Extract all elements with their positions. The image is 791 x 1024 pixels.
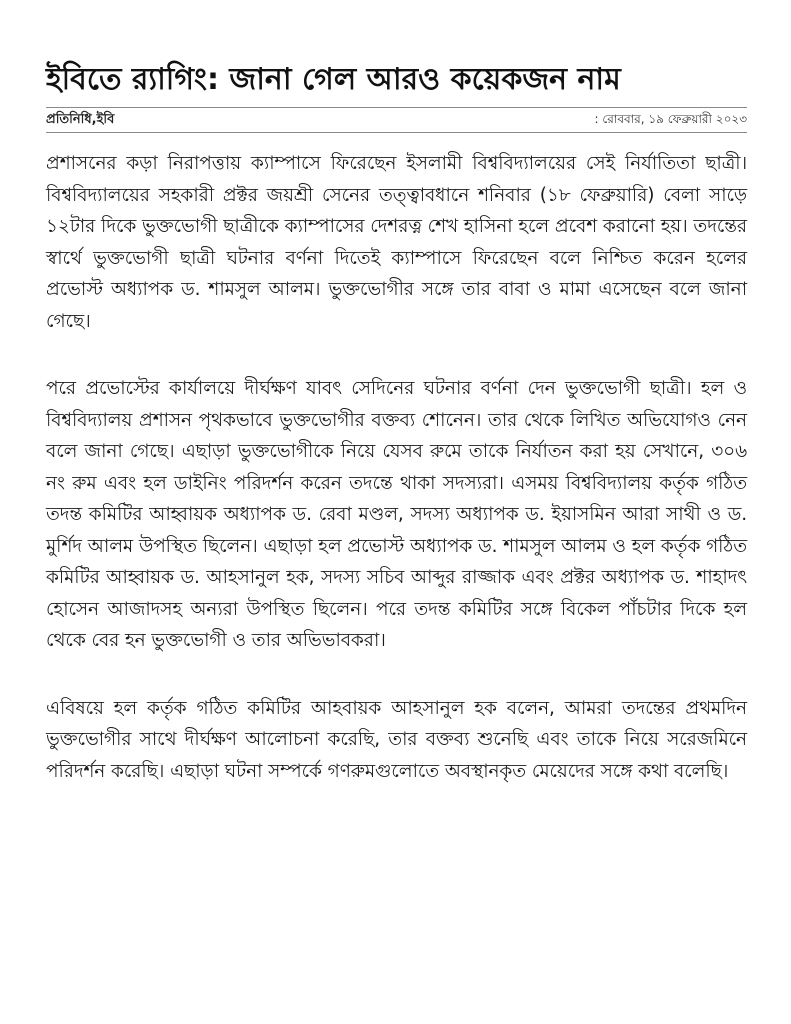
article-headline: ইবিতে র‍্যাগিং: জানা গেল আরও কয়েকজন নাম — [46, 62, 621, 98]
author-byline: প্রতিনিধি,ইবি — [46, 112, 115, 127]
article-body — [46, 148, 747, 823]
article-paragraph-1: প্রশাসনের কড়া নিরাপত্তায় ক্যাম্পাসে ফিরেছেন ইসলামী বিশ্ববিদ্যালয়ের সেই নির্যাতিতা ছাত্রী। বিশ্ববিদ্যালয়ের সহকারী প্রক্টর জয়শ্রী সেনের তত্ত্বাবধানে শনিবার (১৮ ফেব্রুয়ারি) বেলা সাড়ে ১২টার দিকে ভুক্তভোগী ছাত্রীকে ক্যাম্পাসের দেশরত্ন শেখ হাসিনা হলে প্রবেশ করানো হয়। তদন্তের স্বার্থে ভুক্তভোগী ছাত্রী ঘটনার বর্ণনা দিতেই ক্যাম্পাসে ফিরেছেন বলে নিশ্চিত করেন হলের প্রভোস্ট অধ্যাপক ড. শামসুল আলম। ভুক্তভোগীর সঙ্গে তার বাবা ও মামা এসেছেন বলে জানা গেছে। — [46, 153, 747, 332]
article-paragraph-3: এবিষয়ে হল কর্তৃক গঠিত কমিটির আহবায়ক আহসানুল হক বলেন, আমরা তদন্তের প্রথমদিন ভুক্তভোগীর সাথে দীর্ঘক্ষণ আলোচনা করেছি, তার বক্তব্য শুনেছি এবং তাকে নিয়ে সরেজমিনে পরিদর্শন করেছি। এছাড়া ঘটনা সম্পর্কে গণরুমগুলোতে অবস্থানকৃত মেয়েদের সঙ্গে কথা বলেছি। — [46, 697, 747, 782]
publish-date: : রোববার, ১৯ ফেব্রুয়ারী ২০২৩ — [594, 112, 747, 126]
byline-bar — [46, 107, 747, 133]
article-paragraph-2: পরে প্রভোস্টের কার্যালয়ে দীর্ঘক্ষণ যাবৎ সেদিনের ঘটনার বর্ণনা দেন ভুক্তভোগী ছাত্রী। হল ও বিশ্ববিদ্যালয় প্রশাসন পৃথকভাবে ভুক্তভোগীর বক্তব্য শোনেন। তার থেকে লিখিত অভিযোগও নেন বলে জানা গেছে। এছাড়া ভুক্তভোগীকে নিয়ে যেসব রুমে তাকে নির্যাতন করা হয় সেখানে, ৩০৬ নং রুম এবং হল ডাইনিং পরিদর্শন করেন তদন্তে থাকা সদস্যরা। এসময় বিশ্ববিদ্যালয় কর্তৃক গঠিত তদন্ত কমিটির আহ্বায়ক অধ্যাপক ড. রেবা মণ্ডল, সদস্য অধ্যাপক ড. ইয়াসমিন আরা সাথী ও ড. মুর্শিদ আলম উপস্থিত ছিলেন। এছাড়া হল প্রভোস্ট অধ্যাপক ড. শামসুল আলম ও হল কর্তৃক গঠিত কমিটির আহ্বায়ক ড. আহসানুল হক, সদস্য সচিব আব্দুর রাজ্জাক এবং প্রক্টর অধ্যাপক ড. শাহাদৎ হোসেন আজাদসহ অন্যরা উপস্থিত ছিলেন। পরে তদন্ত কমিটির সঙ্গে বিকেল পাঁচটার দিকে হল থেকে বের হন ভুক্তভোগী ও তার অভিভাবকরা। — [46, 378, 747, 651]
